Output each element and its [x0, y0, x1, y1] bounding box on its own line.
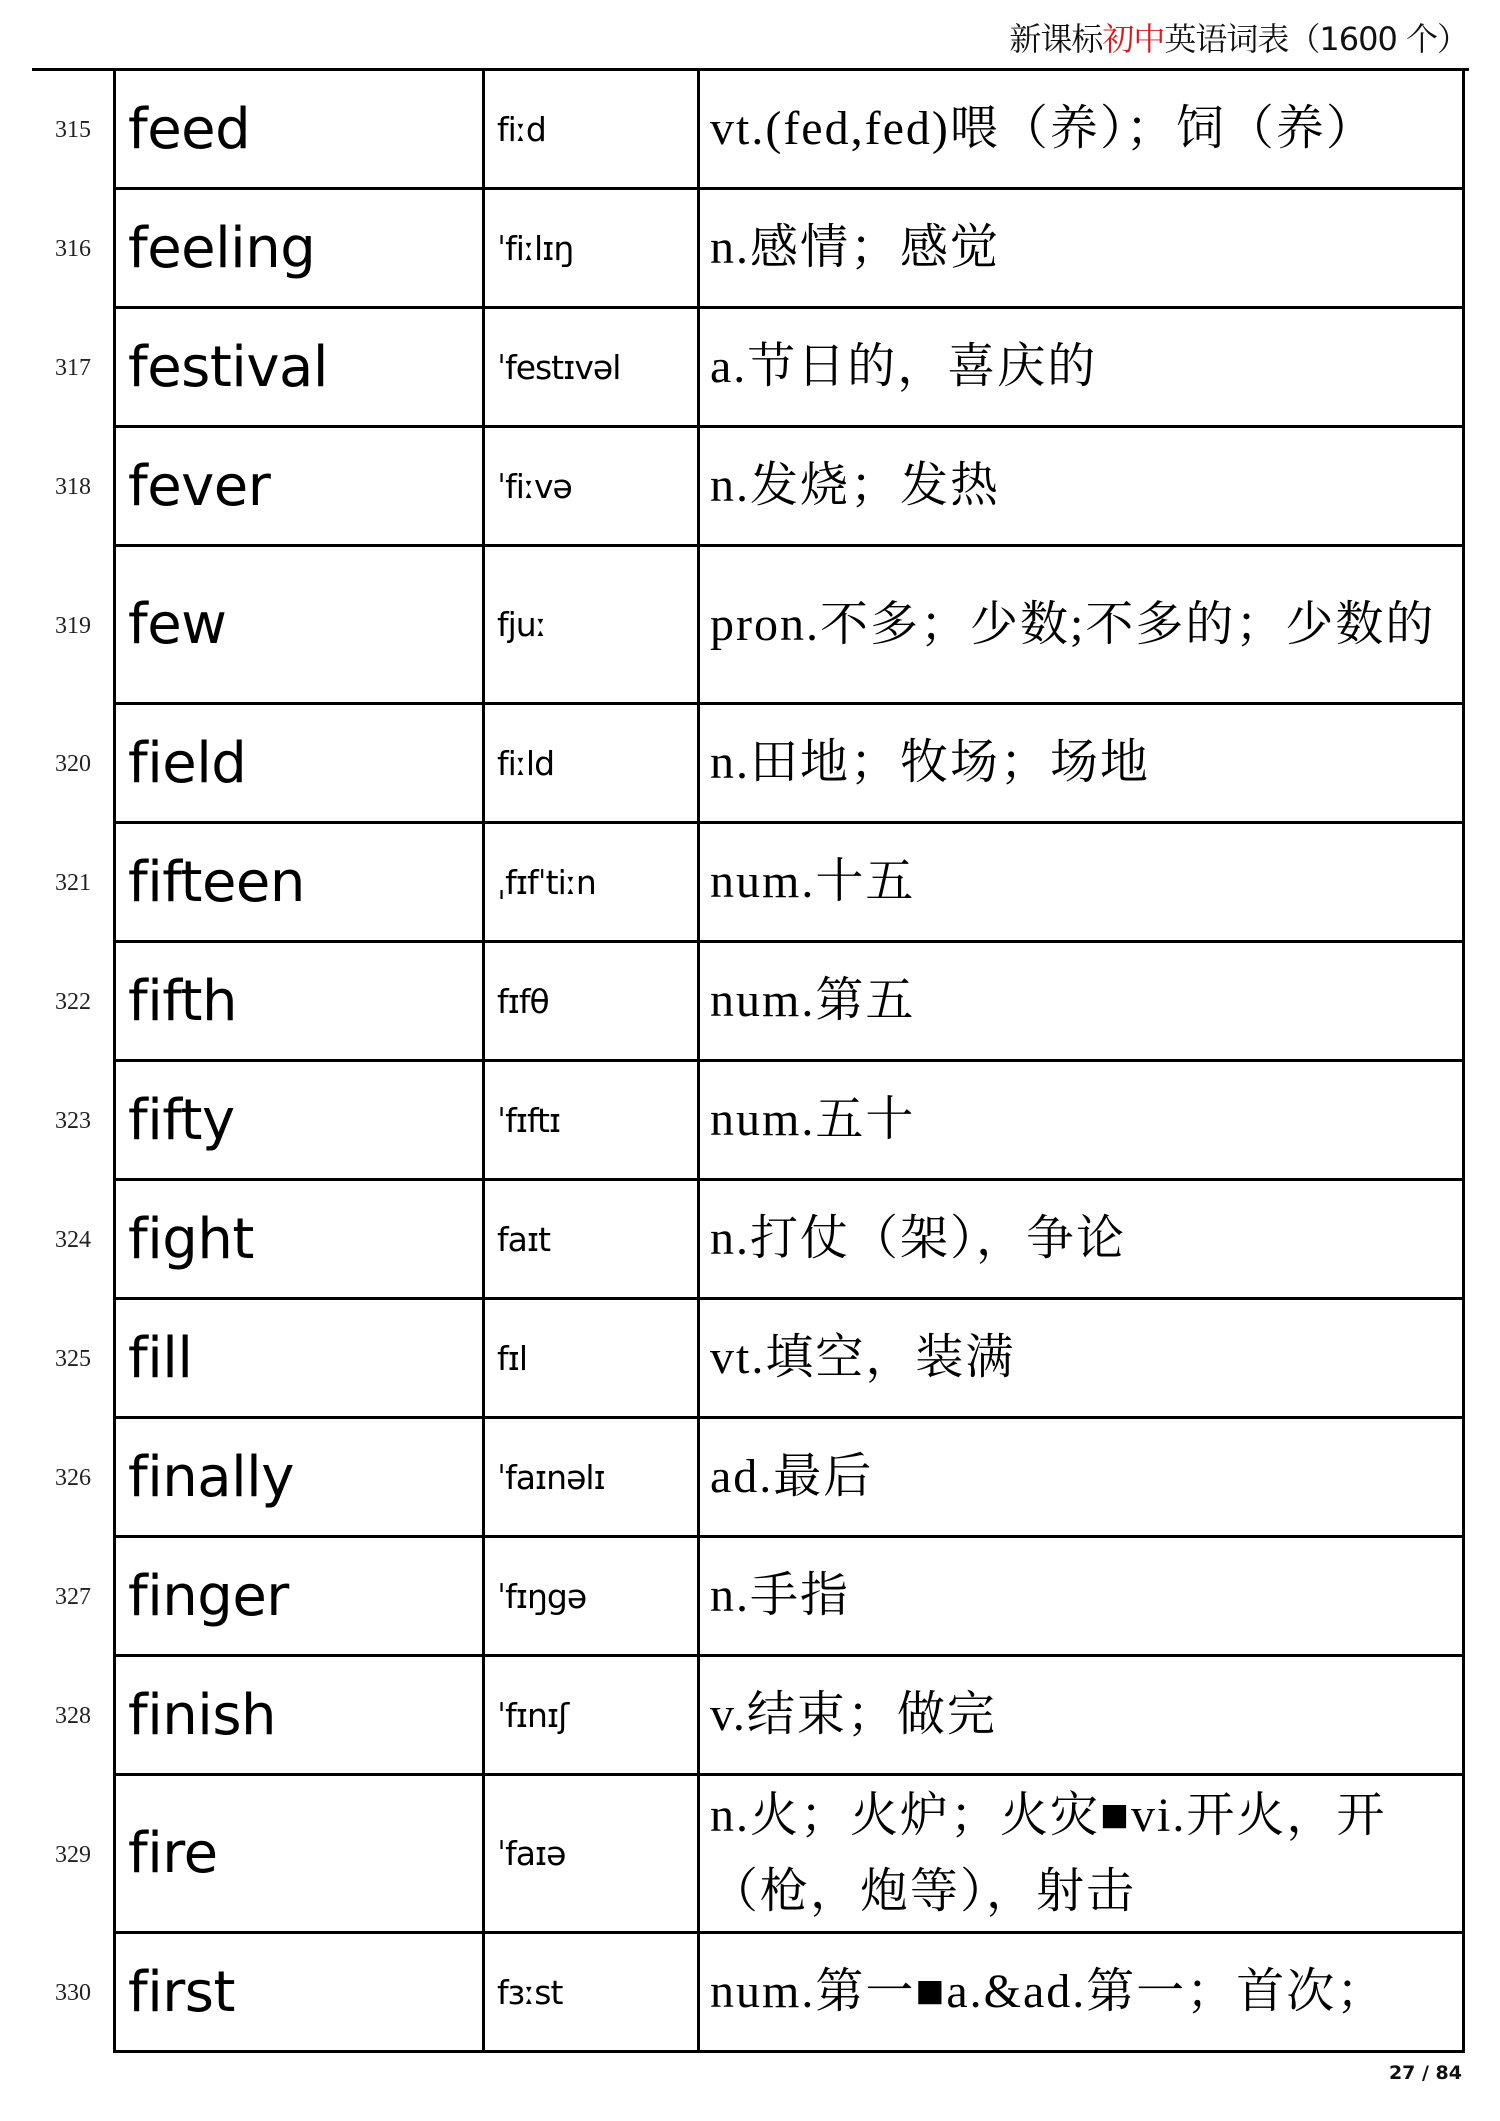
entry-phonetic: ˈfɪftɪ: [485, 1062, 700, 1178]
entry-meaning: num.五十: [710, 1093, 916, 1146]
entry-phonetic: ˈfaɪə: [485, 1776, 700, 1931]
entry-meaning: ad.最后: [710, 1450, 874, 1503]
table-row: [0, 547, 1500, 705]
entry-cells: [113, 1657, 1465, 1776]
entry-meaning: num.十五: [710, 855, 916, 908]
entry-number: 317: [55, 355, 91, 381]
entry-phonetic: fjuː: [485, 547, 700, 702]
entry-meaning: n.发烧；发热: [710, 459, 1001, 512]
entry-phonetic: ˈfiːlɪŋ: [485, 190, 700, 306]
entry-phonetic: ˈfestɪvəl: [485, 309, 700, 425]
entry-number: 319: [55, 612, 91, 639]
entry-phonetic: ˈfɪnɪʃ: [485, 1657, 700, 1773]
entry-cells: [113, 190, 1465, 309]
entry-cells: [113, 71, 1465, 190]
title-prefix: 新课标: [1009, 20, 1103, 58]
entry-word: finish: [116, 1657, 485, 1773]
vocabulary-table: [0, 71, 1500, 2053]
entry-phonetic: ˈfiːvə: [485, 428, 700, 544]
table-row: [0, 1538, 1500, 1657]
table-row: [0, 1657, 1500, 1776]
entry-meaning: pron.不多；少数;不多的；少数的: [710, 597, 1436, 651]
entry-word: field: [116, 705, 485, 821]
entry-word: fifth: [116, 943, 485, 1059]
table-row: [0, 824, 1500, 943]
entry-meaning: vt.(fed,fed)喂（养）；饲（养）: [710, 102, 1376, 155]
entry-word: feed: [116, 71, 485, 187]
entry-cells: [113, 1934, 1465, 2053]
entry-word: fifty: [116, 1062, 485, 1178]
entry-meaning: n.打仗（架），争论: [710, 1212, 1127, 1265]
title-suffix: 英语词表（1600 个）: [1164, 20, 1468, 58]
entry-word: fever: [116, 428, 485, 544]
table-row: [0, 1934, 1500, 2053]
entry-meaning: a.节日的，喜庆的: [710, 340, 1098, 393]
entry-number: 315: [55, 117, 91, 143]
entry-meaning: v.结束；做完: [710, 1688, 997, 1741]
entry-number: 322: [55, 989, 91, 1015]
table-row: [0, 943, 1500, 1062]
entry-number: 320: [55, 751, 91, 777]
entry-phonetic: fɜːst: [485, 1934, 700, 2050]
entry-word: few: [116, 547, 485, 702]
title-accent: 初中: [1102, 20, 1165, 58]
table-row: [0, 71, 1500, 190]
entry-number: 326: [55, 1465, 91, 1491]
entry-number: 316: [55, 236, 91, 262]
entry-number: 323: [55, 1108, 91, 1134]
table-row: [0, 1181, 1500, 1300]
entry-meaning: n.感情；感觉: [710, 221, 1001, 274]
entry-phonetic: fɪfθ: [485, 943, 700, 1059]
entry-meaning: num.第五: [710, 974, 916, 1027]
entry-cells: [113, 1419, 1465, 1538]
table-row: [0, 428, 1500, 547]
table-row: [0, 309, 1500, 428]
entry-cells: [113, 1538, 1465, 1657]
table-row: [0, 1419, 1500, 1538]
entry-word: fight: [116, 1181, 485, 1297]
entry-word: fire: [116, 1776, 485, 1931]
entry-number: 330: [55, 1980, 91, 2006]
entry-cells: [113, 705, 1465, 824]
entry-phonetic: fiːd: [485, 71, 700, 187]
entry-meaning: vt.填空，装满: [710, 1331, 1016, 1384]
entry-word: feeling: [116, 190, 485, 306]
entry-meaning: n.田地；牧场；场地: [710, 736, 1151, 789]
entry-cells: [113, 547, 1465, 705]
table-row: [0, 1062, 1500, 1181]
entry-number: 325: [55, 1346, 91, 1372]
entry-meaning: num.第一■a.&ad.第一；首次；: [710, 1965, 1387, 2018]
entry-number: 318: [55, 474, 91, 500]
entry-meaning: n.手指: [710, 1569, 851, 1622]
table-row: [0, 190, 1500, 309]
entry-phonetic: fɪl: [485, 1300, 700, 1416]
table-row: [0, 705, 1500, 824]
table-row: [0, 1300, 1500, 1419]
entry-number: 321: [55, 870, 91, 896]
entry-phonetic: faɪt: [485, 1181, 700, 1297]
entry-cells: [113, 428, 1465, 547]
entry-number: 329: [55, 1841, 91, 1868]
entry-number: 328: [55, 1703, 91, 1729]
table-row: [0, 1776, 1500, 1934]
page-number: 27 / 84: [1388, 2062, 1462, 2084]
entry-number: 327: [55, 1584, 91, 1610]
entry-phonetic: ˌfɪfˈtiːn: [485, 824, 700, 940]
entry-phonetic: ˈfɪŋgə: [485, 1538, 700, 1654]
entry-word: finger: [116, 1538, 485, 1654]
entry-meaning: n.火；火炉；火灾■vi.开火，开（枪，炮等），射击: [710, 1788, 1387, 1918]
entry-phonetic: ˈfaɪnəlɪ: [485, 1419, 700, 1535]
entry-word: fifteen: [116, 824, 485, 940]
entry-word: first: [116, 1934, 485, 2050]
entry-cells: [113, 309, 1465, 428]
page-header-title: [1009, 16, 1468, 62]
entry-cells: [113, 1181, 1465, 1300]
entry-cells: [113, 1062, 1465, 1181]
entry-cells: [113, 943, 1465, 1062]
entry-cells: [113, 1300, 1465, 1419]
entry-phonetic: fiːld: [485, 705, 700, 821]
entry-word: festival: [116, 309, 485, 425]
entry-word: finally: [116, 1419, 485, 1535]
entry-word: fill: [116, 1300, 485, 1416]
entry-cells: [113, 824, 1465, 943]
entry-number: 324: [55, 1227, 91, 1253]
entry-cells: [113, 1776, 1465, 1934]
